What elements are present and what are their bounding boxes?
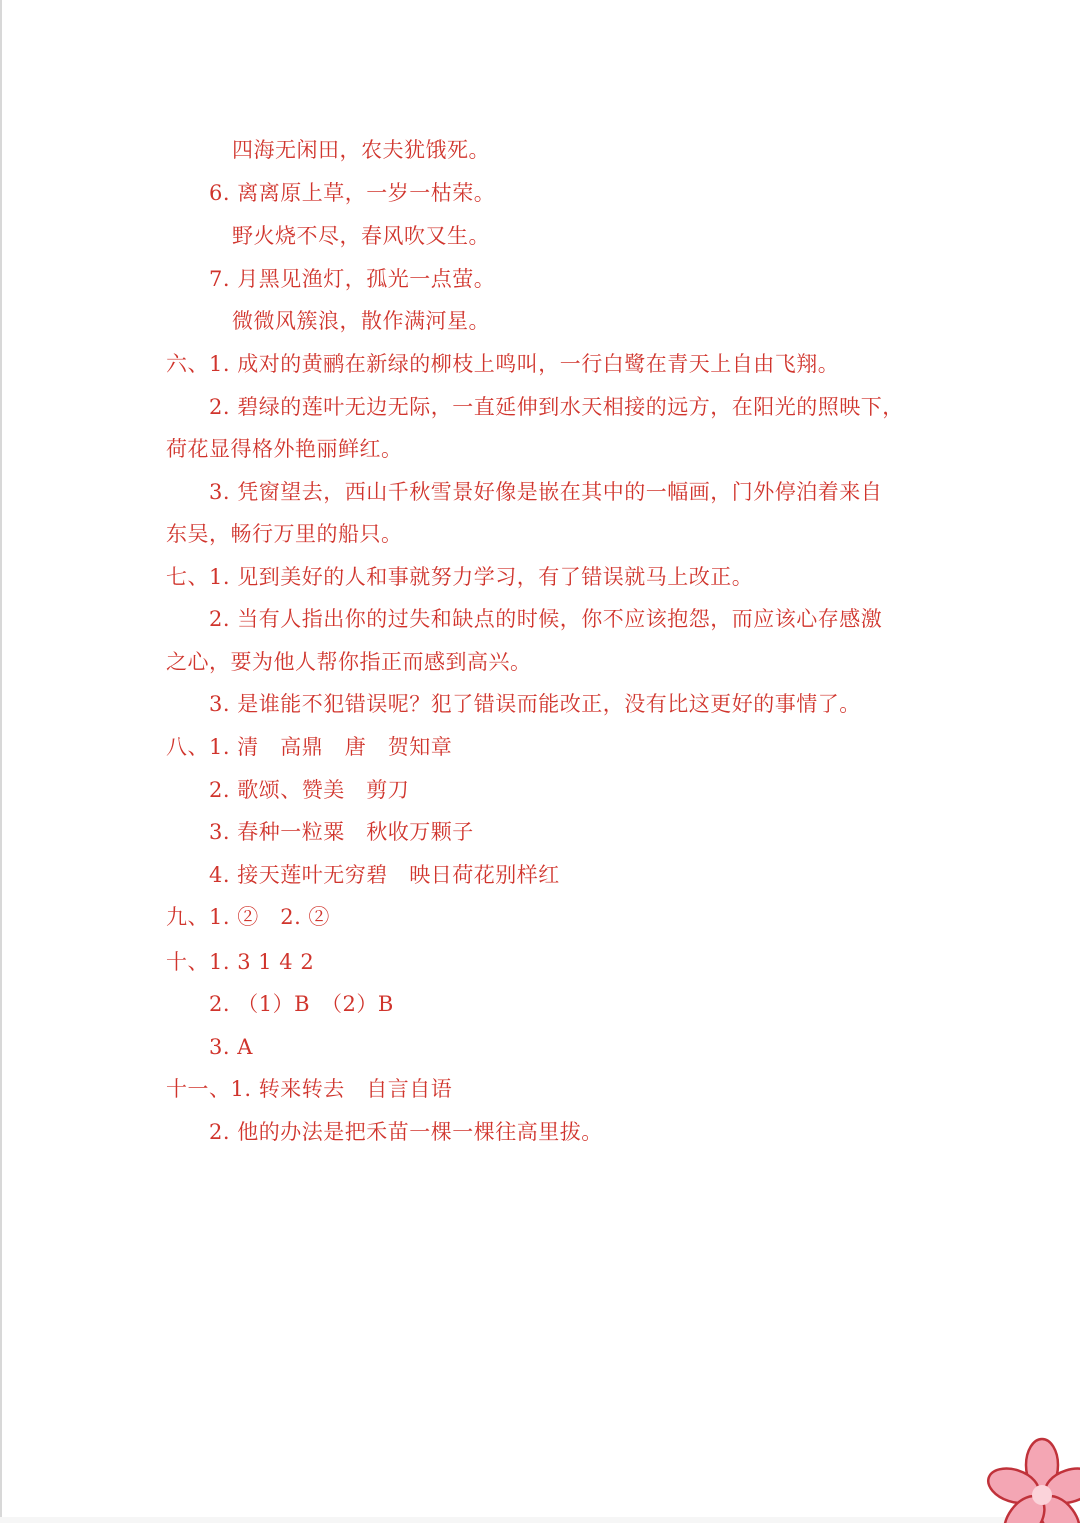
answer-line: 微微风簇浪，散作满河星。 <box>232 309 490 333</box>
answer-line: 7. 月黑见渔灯，孤光一点萤。 <box>209 267 496 291</box>
answer-line: 野火烧不尽，春风吹又生。 <box>232 224 490 248</box>
answer-line: 之心，要为他人帮你指正而感到高兴。 <box>166 650 532 674</box>
answer-line: 2. 当有人指出你的过失和缺点的时候，你不应该抱怨，而应该心存感激 <box>209 607 883 631</box>
answer-line: 十、1. 3 1 4 2 <box>166 950 315 974</box>
answer-line: 七、1. 见到美好的人和事就努力学习，有了错误就马上改正。 <box>166 565 754 589</box>
answer-line: 2. 他的办法是把禾苗一棵一棵往高里拔。 <box>209 1120 603 1144</box>
answer-line: 3. 是谁能不犯错误呢？犯了错误而能改正，没有比这更好的事情了。 <box>209 692 861 716</box>
answer-line: 2. 碧绿的莲叶无边无际，一直延伸到水天相接的远方，在阳光的照映下， <box>209 395 904 419</box>
answer-line: 2. 歌颂、赞美 剪刀 <box>209 778 410 802</box>
answer-line: 3. A <box>209 1035 253 1059</box>
answer-line: 荷花显得格外艳丽鲜红。 <box>166 437 403 461</box>
answer-line: 2. （1）B （2）B <box>209 992 394 1016</box>
answer-line: 东吴，畅行万里的船只。 <box>166 522 403 546</box>
answer-line: 六、1. 成对的黄鹂在新绿的柳枝上鸣叫，一行白鹭在青天上自由飞翔。 <box>166 352 840 376</box>
flower-decoration-icon <box>980 1433 1080 1523</box>
answer-line: 九、1. ② 2. ② <box>166 905 330 929</box>
answer-line: 3. 春种一粒粟 秋收万颗子 <box>209 820 474 844</box>
answer-line: 3. 凭窗望去，西山千秋雪景好像是嵌在其中的一幅画，门外停泊着来自 <box>209 480 883 504</box>
answer-line: 6. 离离原上草，一岁一枯荣。 <box>209 181 496 205</box>
answer-line: 4. 接天莲叶无穷碧 映日荷花别样红 <box>209 863 560 887</box>
answer-line: 十一、1. 转来转去 自言自语 <box>166 1077 453 1101</box>
answer-line: 四海无闲田，农夫犹饿死。 <box>232 138 490 162</box>
answer-line: 八、1. 清 高鼎 唐 贺知章 <box>166 735 453 759</box>
